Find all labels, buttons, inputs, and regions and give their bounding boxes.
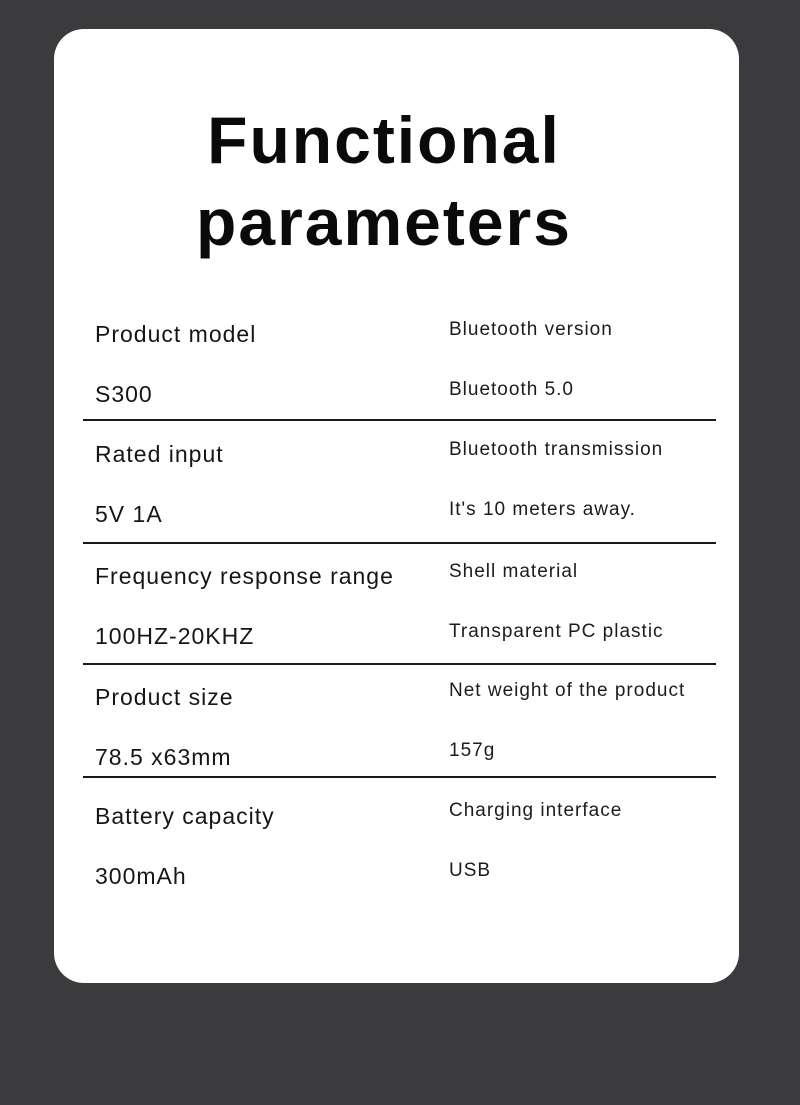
spec-label: Bluetooth transmission <box>449 439 664 460</box>
spec-table <box>83 301 716 898</box>
spec-row-product-size <box>83 665 716 778</box>
spec-value: 300mAh <box>95 863 187 889</box>
spec-value: It's 10 meters away. <box>449 499 636 520</box>
spec-label: Battery capacity <box>95 803 275 829</box>
spec-value: Transparent PC plastic <box>449 621 664 642</box>
spec-value: 100HZ-20KHZ <box>95 623 255 649</box>
title-line-2: parameters <box>196 185 572 259</box>
spec-card <box>54 29 739 983</box>
spec-label: Product size <box>95 684 234 710</box>
spec-label: Charging interface <box>449 800 623 821</box>
spec-row-product-model <box>83 301 716 421</box>
spec-value: 78.5 x63mm <box>95 744 232 770</box>
spec-label: Product model <box>95 321 257 347</box>
spec-label: Rated input <box>95 441 224 467</box>
spec-value: 157g <box>449 740 496 761</box>
title-line-1: Functional <box>207 103 561 177</box>
spec-label: Bluetooth version <box>449 319 613 340</box>
spec-value: USB <box>449 860 492 881</box>
spec-value: S300 <box>95 381 153 407</box>
spec-label: Net weight of the product <box>449 680 686 701</box>
spec-row-battery-capacity <box>83 778 716 898</box>
page-title <box>54 99 714 263</box>
spec-row-frequency-response <box>83 544 716 665</box>
spec-value: Bluetooth 5.0 <box>449 379 574 400</box>
spec-label: Shell material <box>449 561 579 582</box>
spec-row-rated-input <box>83 421 716 544</box>
spec-label: Frequency response range <box>95 563 394 589</box>
spec-value: 5V 1A <box>95 501 163 527</box>
